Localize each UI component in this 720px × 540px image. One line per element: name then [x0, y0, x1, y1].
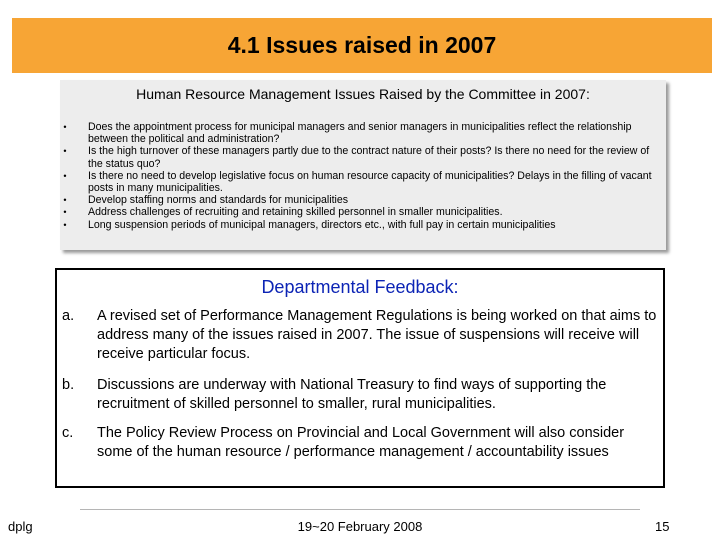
footer-date: 19~20 February 2008: [297, 519, 423, 534]
feedback-marker: c.: [62, 425, 74, 441]
issue-item: [60, 194, 666, 206]
issue-item: [60, 219, 666, 231]
issues-list: [60, 121, 666, 231]
feedback-text: Discussions are underway with National Treasury to find ways of supporting the recruitment of skilled personnel to smaller, rural municipalities.: [97, 377, 607, 412]
feedback-marker: b.: [62, 377, 75, 393]
issue-item: [60, 170, 666, 194]
feedback-box: [55, 268, 665, 488]
slide-title: 4.1 Issues raised in 2007: [227, 32, 497, 58]
issue-text: Does the appointment process for municipal managers and senior managers in municipalities reflect the relationship between the political and administration?: [88, 121, 632, 146]
feedback-text: The Policy Review Process on Provincial and Local Government will also consider some of the human resource / performance management / accountability issues: [97, 425, 625, 460]
bullet-icon: •: [63, 122, 67, 132]
bullet-icon: •: [63, 146, 67, 157]
issue-item: [60, 206, 666, 218]
page-number: 15: [655, 519, 670, 534]
footer-divider: [80, 509, 640, 510]
issue-text: Develop staffing norms and standards for municipalities: [88, 194, 349, 207]
feedback-heading: Departmental Feedback:: [261, 277, 459, 297]
bullet-icon: •: [63, 219, 67, 230]
feedback-marker: a.: [62, 308, 75, 324]
issue-item: [60, 145, 666, 169]
bullet-icon: •: [63, 195, 67, 206]
issue-text: Is the high turnover of these managers partly due to the contract nature of their posts? Is there no need for the review of the status quo?: [88, 145, 650, 170]
feedback-text: A revised set of Performance Management Regulations is being worked on that aims to address many of the issues raised in 2007. The issue of suspensions will receive will receive particular focus.: [97, 308, 657, 362]
issue-text: Address challenges of recruiting and retaining skilled personnel in smaller municipalities.: [88, 206, 503, 219]
issues-box: [60, 80, 666, 250]
title-bar: [12, 18, 712, 73]
issues-heading: Human Resource Management Issues Raised by the Committee in 2007:: [136, 86, 590, 102]
issue-item: [60, 121, 666, 145]
footer-org: dplg: [8, 519, 33, 534]
issue-text: Is there no need to develop legislative focus on human resource capacity of municipalities? Delays in the filling of vacant posts in many municipalities.: [88, 169, 652, 194]
bullet-icon: •: [63, 170, 67, 181]
bullet-icon: •: [63, 207, 67, 218]
issue-text: Long suspension periods of municipal managers, directors etc., with full pay in certain municipalities: [88, 218, 556, 231]
